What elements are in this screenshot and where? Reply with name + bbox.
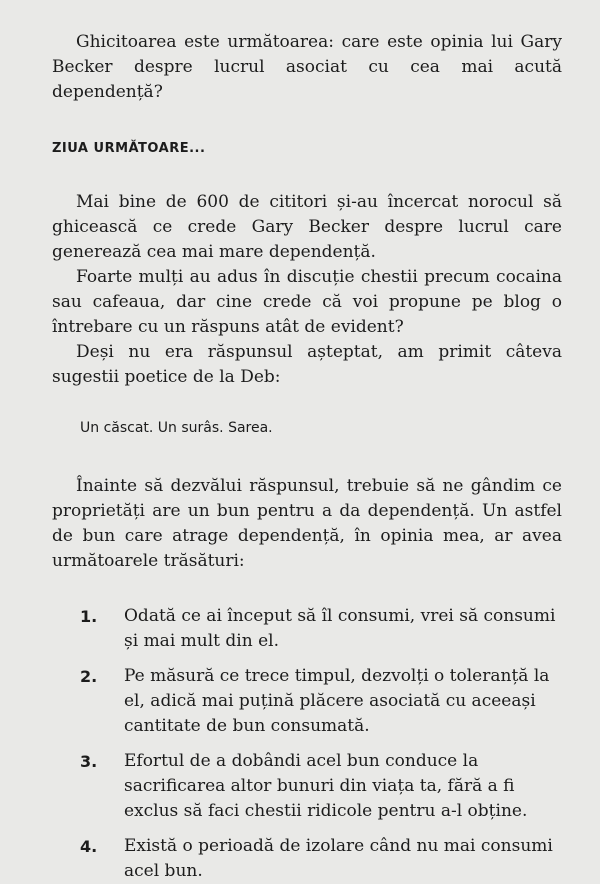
list-item-text: Odată ce ai început să îl consumi, vrei să consumi și mai mult din el.: [124, 606, 556, 651]
list-number: 4.: [80, 837, 98, 856]
paragraph: Deși nu era răspunsul așteptat, am primit câteva sugestii poetice de la Deb:: [52, 342, 562, 387]
list-number: 2.: [80, 667, 98, 686]
paragraph: Înainte să dezvălui răspunsul, trebuie să ne gândim ce proprietăți are un bun pentru a da dependență. Un astfel de bun care atrage dependență, în opinia mea, ar avea următoarele trăsături:: [52, 476, 562, 571]
list-item: [52, 664, 562, 739]
list-number: 1.: [80, 607, 98, 626]
list-item-text: Pe măsură ce trece timpul, dezvolți o toleranță la el, adică mai puțină plăcere asociată cu aceeași cantitate de bun consumată.: [124, 666, 550, 736]
list-item-text: Există o perioadă de izolare când nu mai consumi acel bun.: [124, 836, 553, 881]
list-item: [52, 834, 562, 884]
traits-list: [52, 604, 562, 884]
paragraph: Mai bine de 600 de cititori și-au încercat norocul să ghicească ce crede Gary Becker despre lucrul care generează cea mai mare dependență.: [52, 192, 562, 262]
quote: Un căscat. Un surâs. Sarea.: [80, 420, 273, 436]
section-heading: ZIUA URMĂTOARE...: [52, 141, 206, 156]
intro-paragraph: Ghicitoarea este următoarea: care este opinia lui Gary Becker despre lucrul asociat cu cea mai acută dependență?: [52, 32, 562, 102]
paragraph: Foarte mulți au adus în discuție chestii precum cocaina sau cafeaua, dar cine crede că voi propune pe blog o întrebare cu un răspuns atât de evident?: [52, 267, 562, 337]
list-item-text: Efortul de a dobândi acel bun conduce la sacrificarea altor bunuri din viața ta, fără a fi exclus să faci chestii ridicole pentru a-l obține.: [124, 751, 528, 821]
list-item: [52, 604, 562, 654]
list-number: 3.: [80, 752, 98, 771]
list-item: [52, 749, 562, 824]
